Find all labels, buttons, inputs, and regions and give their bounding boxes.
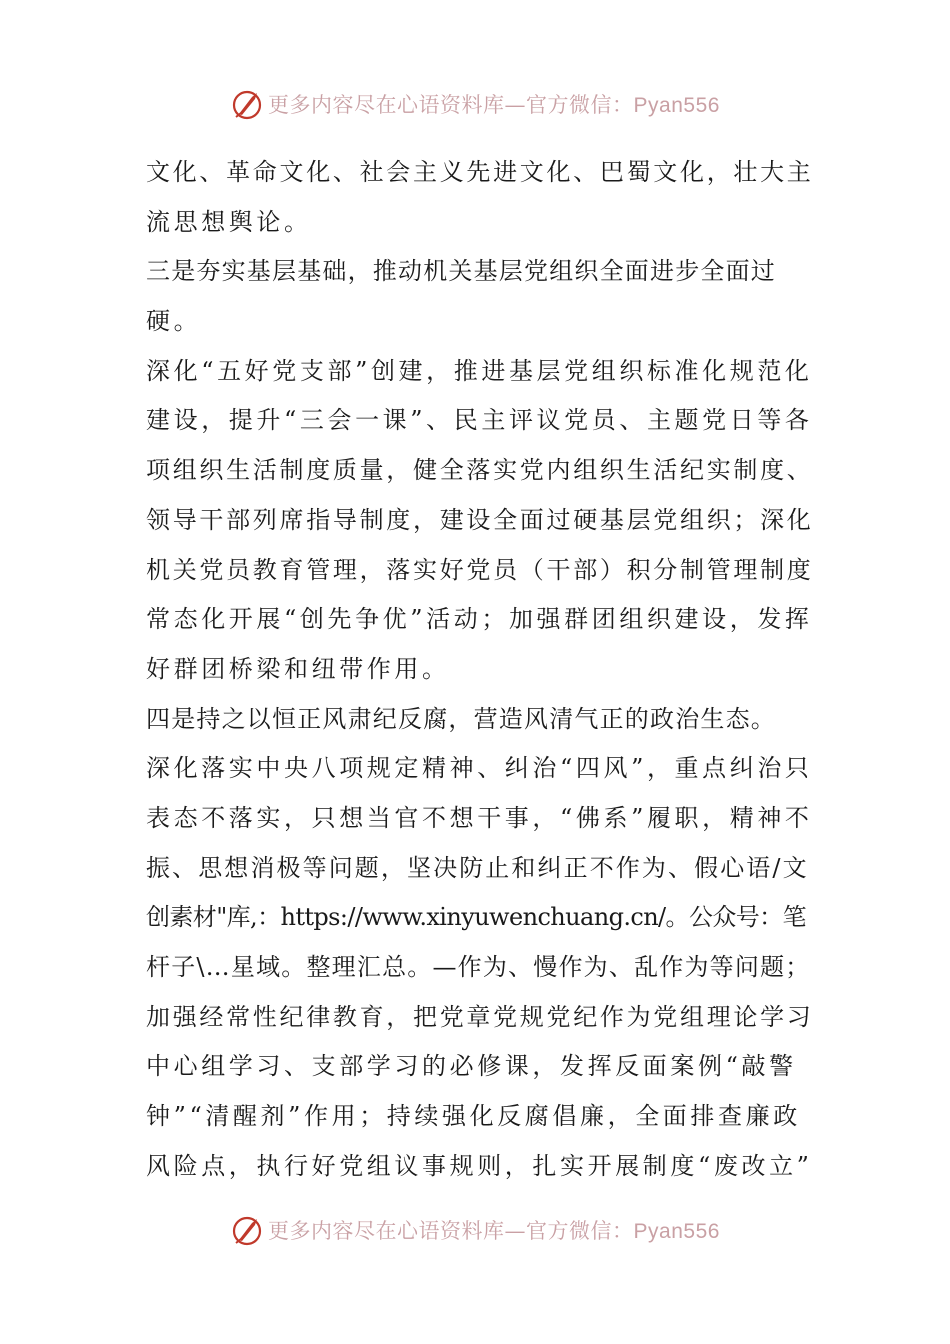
paragraph-line: 机关党员教育管理，落实好党员（干部）积分制管理制度 xyxy=(146,555,814,584)
paragraph-line: 好群团桥梁和纽带作用。 xyxy=(146,654,450,683)
paragraph-line: 加强经常性纪律教育，把党章党规党纪作为党组理论学习 xyxy=(146,1002,814,1031)
paragraph-line: 建设，提升“三会一课”、民主评议党员、主题党日等各 xyxy=(146,406,813,435)
wechat-id: Pyan556 xyxy=(633,1220,720,1243)
paragraph-line: 振、思想消极等问题，坚决防止和纠正不作为、假心语/文 xyxy=(146,853,809,882)
section-heading-line: 四是持之以恒正风肃纪反腐，营造风清气正的政治生态。 xyxy=(146,704,776,733)
banner-text: 更多内容尽在心语资料库—官方微信：Pyan556 xyxy=(268,1219,720,1243)
paragraph-line: 钟”“清醒剂”作用；持续强化反腐倡廉，全面排查廉政 xyxy=(146,1102,801,1131)
paragraph-line: 领导干部列席指导制度，建设全面过硬基层党组织；深化 xyxy=(146,505,814,534)
header-banner xyxy=(0,82,950,126)
paragraph-line: 中心组学习、支部学习的必修课，发挥反面案例“敲警 xyxy=(146,1052,797,1081)
pen-nib-logo-icon xyxy=(230,1213,264,1247)
paragraph-line: 项组织生活制度质量，健全落实党内组织生活纪实制度、 xyxy=(146,456,814,485)
paragraph-line: 深化落实中央八项规定精神、纠治“四风”，重点纠治只 xyxy=(146,754,813,783)
paragraph-line: 表态不落实，只想当官不想干事，“佛系”履职，精神不 xyxy=(146,803,813,832)
banner-text: 更多内容尽在心语资料库—官方微信：Pyan556 xyxy=(268,93,720,117)
section-heading-line: 三是夯实基层基础，推动机关基层党组织全面进步全面过 xyxy=(146,257,776,286)
wechat-id: Pyan556 xyxy=(633,94,720,117)
paragraph-line: 深化“五好党支部”创建，推进基层党组织标准化规范化 xyxy=(146,356,813,385)
paragraph-line: 杆子\…星域。整理汇总。—作为、慢作为、乱作为等问题； xyxy=(146,953,811,981)
paragraph-line: 流思想舆论。 xyxy=(146,207,312,236)
paragraph-line: 创素材"库,：https://www.xinyuwenchuang.cn/。公众号：笔 xyxy=(146,903,806,932)
paragraph-line: 硬。 xyxy=(146,307,202,336)
paragraph-line: 文化、革命文化、社会主义先进文化、巴蜀文化，壮大主 xyxy=(146,158,814,186)
pen-nib-logo-icon xyxy=(230,87,264,121)
document-body xyxy=(146,148,814,1191)
footer-banner xyxy=(0,1208,950,1252)
paragraph-line: 风险点，执行好党组议事规则，扎实开展制度“废改立” xyxy=(146,1151,813,1180)
paragraph-line: 常态化开展“创先争优”活动；加强群团组织建设，发挥 xyxy=(146,605,813,634)
